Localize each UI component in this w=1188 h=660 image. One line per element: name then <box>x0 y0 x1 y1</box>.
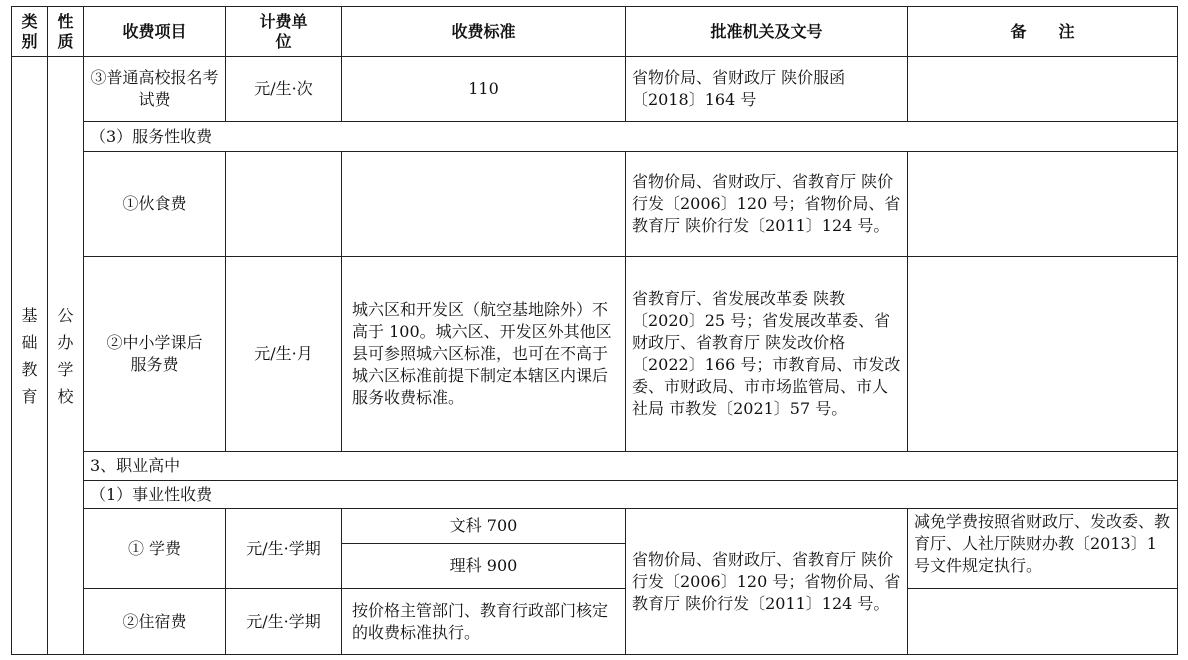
meal-fee-standard <box>342 152 626 257</box>
table-row <box>12 257 1178 452</box>
meal-fee-unit <box>226 152 342 257</box>
header-approval: 批准机关及文号 <box>626 7 908 57</box>
header-remark: 备 注 <box>908 7 1178 57</box>
table-row <box>12 57 1178 122</box>
header-category: 类别 <box>12 7 48 57</box>
exam-fee-remark <box>908 57 1178 122</box>
exam-fee-approval: 省物价局、省财政厅 陕价服函〔2018〕164 号 <box>626 57 908 122</box>
nature-char: 学 <box>57 359 74 379</box>
exam-fee-standard: 110 <box>342 57 626 122</box>
category-char: 基 <box>21 305 38 325</box>
after-school-approval: 省教育厅、省发展改革委 陕教〔2020〕25 号；省发展改革委、省财政厅、省教育厅 陕发改价格〔2022〕166 号；市教育局、市发改委、市财政局、市市场监管局、市人社局 市教发〔2021〕57 号。 <box>626 257 908 452</box>
tuition-unit: 元/生·学期 <box>226 509 342 589</box>
dorm-unit: 元/生·学期 <box>226 589 342 655</box>
header-nature: 性质 <box>48 7 84 57</box>
header-unit: 计费单位 <box>226 7 342 57</box>
vocational-section-title: 3、职业高中 <box>84 452 1178 481</box>
category-cell <box>12 57 48 655</box>
tuition-remark: 减免学费按照省财政厅、发改委、教育厅、人社厅陕财办教〔2013〕1 号文件规定执行。 <box>908 509 1178 589</box>
exam-fee-item: ③普通高校报名考试费 <box>84 57 226 122</box>
dorm-remark <box>908 589 1178 655</box>
header-item: 收费项目 <box>84 7 226 57</box>
section-row <box>12 481 1178 509</box>
table-row <box>12 152 1178 257</box>
section-row <box>12 122 1178 152</box>
after-school-remark <box>908 257 1178 452</box>
service-section-title: （3）服务性收费 <box>84 122 1178 152</box>
table-row <box>12 509 1178 544</box>
meal-fee-approval: 省物价局、省财政厅、省教育厅 陕价行发〔2006〕120 号；省物价局、省教育厅 陕价行发〔2011〕124 号。 <box>626 152 908 257</box>
exam-fee-unit: 元/生·次 <box>226 57 342 122</box>
category-char: 教 <box>21 359 38 379</box>
tuition-standard-arts: 文科 700 <box>342 509 626 544</box>
nature-char: 校 <box>57 386 74 406</box>
table-row <box>12 589 1178 655</box>
category-char: 育 <box>21 386 38 406</box>
tuition-item: ① 学费 <box>84 509 226 589</box>
shared-approval: 省物价局、省财政厅、省教育厅 陕价行发〔2006〕120 号；省物价局、省教育厅 陕价行发〔2011〕124 号。 <box>626 509 908 655</box>
tuition-standard-science: 理科 900 <box>342 544 626 589</box>
header-row <box>12 7 1178 57</box>
after-school-item: ②中小学课后服务费 <box>84 257 226 452</box>
dorm-item: ②住宿费 <box>84 589 226 655</box>
fee-table <box>11 6 1178 655</box>
after-school-standard: 城六区和开发区（航空基地除外）不高于 100。城六区、开发区外其他区县可参照城六区标准，也可在不高于城六区标准前提下制定本辖区内课后服务收费标准。 <box>342 257 626 452</box>
nature-char: 公 <box>57 305 74 325</box>
section-row <box>12 452 1178 481</box>
nature-cell <box>48 57 84 655</box>
meal-fee-item: ①伙食费 <box>84 152 226 257</box>
after-school-unit: 元/生·月 <box>226 257 342 452</box>
public-section-title: （1）事业性收费 <box>84 481 1178 509</box>
meal-fee-remark <box>908 152 1178 257</box>
header-standard: 收费标准 <box>342 7 626 57</box>
category-char: 础 <box>21 332 38 352</box>
dorm-standard: 按价格主管部门、教育行政部门核定的收费标准执行。 <box>342 589 626 655</box>
nature-char: 办 <box>57 332 74 352</box>
